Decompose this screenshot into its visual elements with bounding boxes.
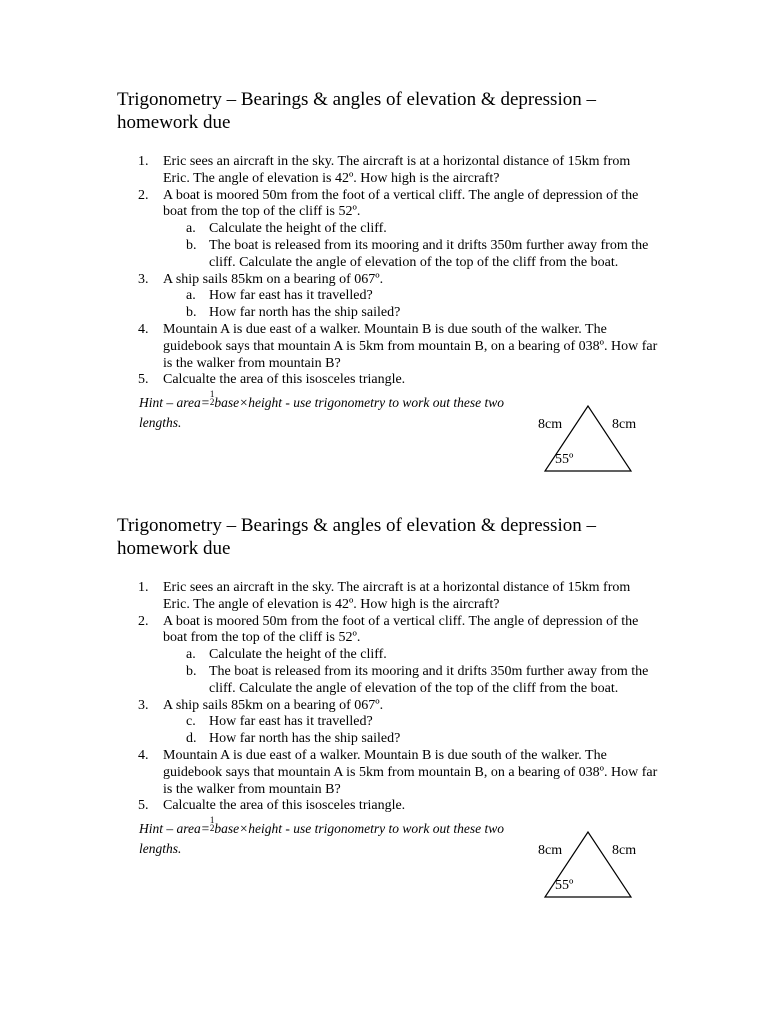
question-text: Eric sees an aircraft in the sky. The aircraft is at a horizontal distance of 15km from Eric. The angle of elevation is 42º. How high is the aircraft? (163, 580, 631, 612)
question-number: 1. (138, 154, 149, 169)
hint-formula: base×height (214, 395, 282, 411)
worksheet-copy-1 (0, 0, 768, 467)
question-2 (138, 614, 658, 648)
question-3b (186, 305, 658, 322)
isosceles-triangle-diagram (535, 831, 635, 901)
right-side-label: 8cm (612, 843, 637, 858)
question-2 (138, 188, 658, 222)
worksheet-title: Trigonometry – Bearings & angles of elevation & depression – homework due (117, 515, 596, 559)
subquestion-text: How far north has the ship sailed? (209, 305, 401, 321)
subquestion-text: The boat is released from its mooring and it drifts 350m further away from the cliff. Calculate the angle of elevation of the top of the cliff from the boat. (209, 237, 649, 270)
question-2a (186, 647, 658, 664)
subquestion-text: The boat is released from its mooring and it drifts 350m further away from the cliff. Calculate the angle of elevation of the top of the cliff from the boat. (209, 663, 649, 696)
fraction-numerator: 1 (209, 389, 215, 400)
question-text: A boat is moored 50m from the foot of a vertical cliff. The angle of depression of the boat from the top of the cliff is 52º. (163, 187, 639, 220)
question-number: 2. (138, 187, 149, 203)
question-3 (138, 698, 658, 715)
question-text: Mountain A is due east of a walker. Mountain B is due south of the walker. The guidebook says that mountain A is 5km from mountain B, on a bearing of 038º. How far is the walker from mountain B? (163, 747, 658, 797)
base-angle-label: 55º (555, 878, 574, 893)
question-5 (138, 798, 658, 815)
base-angle-label: 55º (555, 452, 574, 467)
subquestion-letter: d. (186, 731, 197, 747)
question-number: 2. (138, 613, 149, 629)
fraction-numerator: 1 (209, 815, 215, 826)
question-number: 5. (138, 372, 149, 388)
question-text: A boat is moored 50m from the foot of a vertical cliff. The angle of depression of the boat from the top of the cliff is 52º. (163, 613, 639, 646)
right-side-label: 8cm (612, 417, 637, 432)
question-3 (138, 272, 658, 289)
question-4 (138, 322, 658, 372)
hint-text (139, 816, 524, 859)
worksheet-copy-2 (0, 426, 768, 893)
hint-formula: base×height (214, 821, 282, 837)
question-number: 3. (138, 697, 149, 713)
question-number: 1. (138, 580, 149, 595)
hint-prefix: Hint – area= (139, 395, 210, 411)
subquestion-text: Calculate the height of the cliff. (209, 647, 387, 663)
subquestion-letter: b. (186, 237, 197, 253)
question-text: A ship sails 85km on a bearing of 067º. (163, 271, 384, 287)
hint-suffix: - use trigonometry to work out these two lengths. (139, 395, 504, 431)
subquestion-text: How far east has it travelled? (209, 714, 373, 730)
fraction-denominator: 2 (209, 823, 215, 834)
subquestion-text: How far east has it travelled? (209, 288, 373, 304)
question-text: Mountain A is due east of a walker. Mountain B is due south of the walker. The guidebook says that mountain A is 5km from mountain B, on a bearing of 038º. How far is the walker from mountain B? (163, 321, 658, 371)
question-3a (186, 288, 658, 305)
left-side-label: 8cm (538, 417, 563, 432)
question-5 (138, 372, 658, 389)
question-1 (138, 580, 658, 614)
question-text: A ship sails 85km on a bearing of 067º. (163, 697, 384, 713)
question-text: Calcualte the area of this isosceles triangle. (163, 798, 406, 814)
question-3a (186, 714, 658, 731)
question-4 (138, 748, 658, 798)
subquestion-letter: a. (186, 221, 196, 237)
fraction-denominator: 2 (209, 397, 215, 408)
question-list (138, 580, 658, 859)
question-list (138, 154, 658, 433)
question-number: 5. (138, 798, 149, 814)
worksheet-title: Trigonometry – Bearings & angles of elevation & depression – homework due (117, 89, 596, 133)
question-number: 4. (138, 747, 149, 763)
subquestion-letter: c. (186, 714, 196, 730)
subquestion-letter: b. (186, 663, 197, 679)
question-number: 3. (138, 271, 149, 287)
left-side-label: 8cm (538, 843, 563, 858)
subquestion-text: How far north has the ship sailed? (209, 731, 401, 747)
question-text: Calcualte the area of this isosceles triangle. (163, 372, 406, 388)
hint-prefix: Hint – area= (139, 821, 210, 837)
subquestion-letter: a. (186, 647, 196, 663)
question-3b (186, 731, 658, 748)
subquestion-letter: b. (186, 305, 197, 321)
question-2b (186, 238, 658, 272)
question-number: 4. (138, 321, 149, 337)
subquestion-letter: a. (186, 288, 196, 304)
triangle-shape (535, 831, 635, 901)
hint-suffix: - use trigonometry to work out these two lengths. (139, 821, 504, 857)
question-text: Eric sees an aircraft in the sky. The aircraft is at a horizontal distance of 15km from Eric. The angle of elevation is 42º. How high is the aircraft? (163, 154, 631, 186)
question-1 (138, 154, 658, 188)
subquestion-text: Calculate the height of the cliff. (209, 221, 387, 237)
question-2b (186, 664, 658, 698)
question-2a (186, 221, 658, 238)
